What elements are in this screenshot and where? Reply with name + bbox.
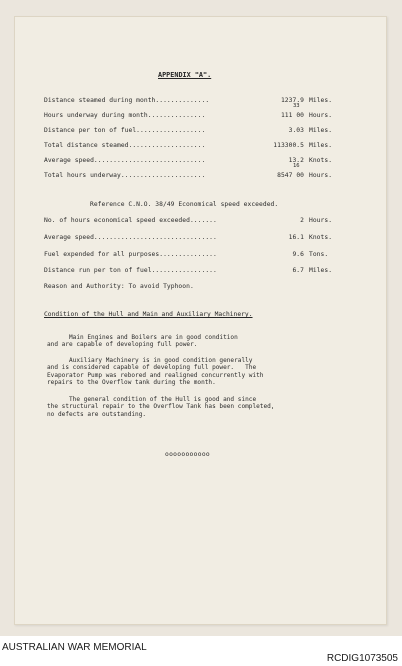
row-value: 113300.5 bbox=[273, 142, 304, 149]
row-label: Distance per ton of fuel.................. bbox=[44, 127, 206, 134]
row-unit: Miles. bbox=[309, 127, 333, 134]
row-label: Hours underway during month............... bbox=[44, 112, 206, 119]
row-unit: Hours. bbox=[309, 112, 333, 119]
row-label: Average speed............................. bbox=[44, 157, 206, 164]
paragraph-auxiliary: Auxiliary Machinery is in good condition generally and is considered capable of developing full power. The Evaporator Pump was rebored and realigned concurrently with repairs to the Overflow tank during the month. bbox=[47, 357, 264, 387]
row-unit: Knots. bbox=[309, 157, 333, 164]
end-mark: ooooooooooo bbox=[165, 451, 211, 458]
reference-line: Reference C.N.O. 38/49 Economical speed exceeded. bbox=[90, 201, 279, 208]
row-label: Average speed................................ bbox=[44, 234, 217, 241]
row-value: 2 bbox=[300, 217, 304, 224]
row-value: 3.03 bbox=[288, 127, 304, 134]
row-value: 1237.9 bbox=[280, 97, 304, 104]
row-label: Total hours underway...................... bbox=[44, 172, 206, 179]
footer-record-id: RCDIG1073505 bbox=[326, 653, 398, 664]
row-label: Distance run per ton of fuel................. bbox=[44, 267, 217, 274]
row-value: 13.2 bbox=[288, 157, 304, 164]
row-value: 6.7 bbox=[292, 267, 304, 274]
paragraph-hull: The general condition of the Hull is good and since the structural repair to the Overflow Tank has been completed, no defects are outstanding. bbox=[47, 396, 275, 418]
row-unit: Miles. bbox=[309, 267, 333, 274]
row-label: Distance steamed during month.............. bbox=[44, 97, 210, 104]
row-label: Fuel expended for all purposes............... bbox=[44, 251, 217, 258]
document-page bbox=[14, 16, 387, 625]
row-unit: Miles. bbox=[309, 97, 333, 104]
appendix-title: APPENDIX "A". bbox=[158, 71, 212, 79]
row-value: 111 00 bbox=[280, 112, 304, 119]
row-value: 16.1 bbox=[288, 234, 304, 241]
row-label: No. of hours economical speed exceeded....... bbox=[44, 217, 217, 224]
footer-bar bbox=[0, 640, 402, 666]
reason-line: Reason and Authority: To avoid Typhoon. bbox=[44, 283, 194, 290]
row-value: 8547 00 bbox=[277, 172, 304, 179]
footer-institution: AUSTRALIAN WAR MEMORIAL bbox=[2, 642, 147, 653]
row-unit: Knots. bbox=[309, 234, 333, 241]
superscript-note: 16 bbox=[293, 163, 300, 169]
row-value: 9.6 bbox=[292, 251, 304, 258]
row-unit: Hours. bbox=[309, 217, 333, 224]
row-unit: Tons. bbox=[309, 251, 329, 258]
row-unit: Hours. bbox=[309, 172, 333, 179]
section-heading: Condition of the Hull and Main and Auxiliary Machinery. bbox=[44, 311, 253, 318]
paragraph-engines: Main Engines and Boilers are in good condition and are capable of developing full power. bbox=[47, 334, 238, 349]
row-label: Total distance steamed.................... bbox=[44, 142, 206, 149]
row-unit: Miles. bbox=[309, 142, 333, 149]
superscript-note: 33 bbox=[293, 103, 300, 109]
